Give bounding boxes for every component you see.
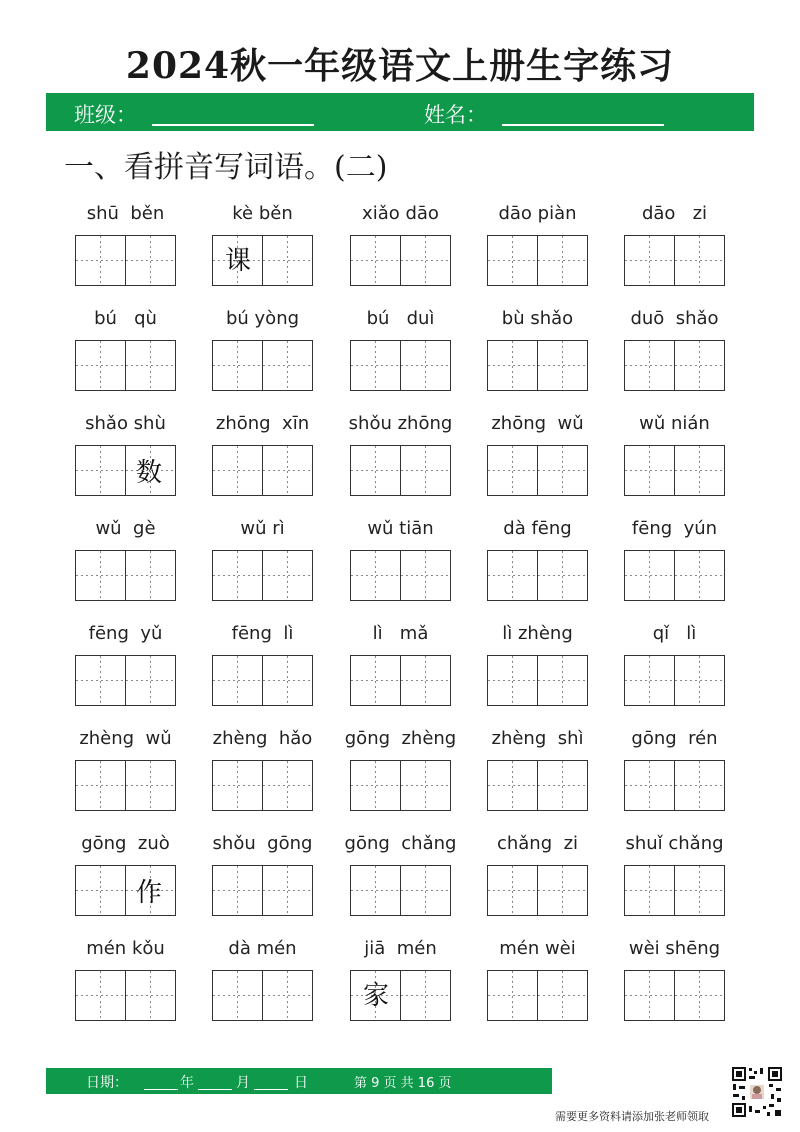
tian-grid-square[interactable]: [351, 236, 400, 285]
pinyin-label: shuǐ chǎng: [625, 833, 724, 854]
pinyin-label: gōng zuò: [81, 833, 170, 854]
writing-boxes: [75, 235, 176, 286]
tian-grid-square[interactable]: [76, 866, 125, 915]
pinyin-label: kè běn: [232, 203, 293, 224]
tian-grid-square[interactable]: [625, 446, 674, 495]
tian-grid-square[interactable]: [488, 761, 537, 810]
tian-grid-square[interactable]: [674, 761, 723, 810]
pinyin-label: wèi shēng: [628, 938, 721, 959]
writing-boxes: [487, 760, 588, 811]
tian-grid-square[interactable]: [674, 656, 723, 705]
month-label: 月: [236, 1075, 250, 1091]
writing-boxes: [350, 550, 451, 601]
writing-boxes: [212, 760, 313, 811]
sample-character: 课: [225, 246, 252, 276]
writing-boxes: [75, 655, 176, 706]
sample-character: 家: [363, 981, 390, 1011]
pinyin-label: zhōng xīn: [215, 413, 310, 434]
writing-boxes: [350, 760, 451, 811]
tian-grid-square[interactable]: [262, 341, 311, 390]
tian-grid-square[interactable]: [674, 971, 723, 1020]
tian-grid-square[interactable]: [625, 971, 674, 1020]
writing-boxes: [75, 970, 176, 1021]
pinyin-label: shǎo shù: [85, 413, 166, 434]
tian-grid-square[interactable]: [400, 866, 449, 915]
tian-grid-square[interactable]: [262, 971, 311, 1020]
pinyin-label: bú yòng: [225, 308, 300, 329]
tian-grid-square[interactable]: [400, 971, 449, 1020]
writing-boxes: [487, 445, 588, 496]
sample-character: 数: [136, 458, 163, 488]
tian-grid-square[interactable]: [400, 761, 449, 810]
tian-grid-square[interactable]: [400, 551, 449, 600]
tian-grid-square[interactable]: [400, 656, 449, 705]
writing-boxes: [624, 655, 725, 706]
tian-grid-square[interactable]: [537, 761, 586, 810]
pinyin-label: shū běn: [86, 203, 165, 224]
tian-grid-square[interactable]: [625, 761, 674, 810]
tian-grid-square[interactable]: [488, 446, 537, 495]
pinyin-label: qǐ lì: [652, 623, 697, 644]
tian-grid-square[interactable]: [213, 866, 262, 915]
tian-grid-square[interactable]: [537, 971, 586, 1020]
tian-grid-square[interactable]: [488, 866, 537, 915]
writing-boxes: [487, 970, 588, 1021]
tian-grid-square[interactable]: [76, 761, 125, 810]
tian-grid-square[interactable]: [213, 551, 262, 600]
pinyin-label: gōng zhèng: [344, 728, 457, 749]
writing-boxes: [624, 970, 725, 1021]
section-title: 一、看拼音写词语。(二): [64, 150, 388, 185]
tian-grid-square[interactable]: [213, 971, 262, 1020]
writing-boxes: [624, 235, 725, 286]
name-label: 姓名：: [424, 103, 487, 127]
tian-grid-square[interactable]: [351, 446, 400, 495]
tian-grid-square[interactable]: [213, 446, 262, 495]
date-label: 日期：: [86, 1075, 128, 1091]
pinyin-label: mén kǒu: [86, 938, 165, 959]
tian-grid-square[interactable]: [674, 551, 723, 600]
tian-grid-square[interactable]: [400, 341, 449, 390]
tian-grid-square[interactable]: [537, 446, 586, 495]
pinyin-label: wǔ nián: [639, 413, 710, 434]
pinyin-label: lì zhèng: [502, 623, 573, 644]
month-field[interactable]: [198, 1089, 232, 1090]
tian-grid-square[interactable]: [262, 656, 311, 705]
writing-boxes: [624, 760, 725, 811]
pinyin-label: zhōng wǔ: [491, 413, 584, 434]
tian-grid-square[interactable]: [488, 656, 537, 705]
tian-grid-square[interactable]: [213, 236, 262, 285]
tian-grid-square[interactable]: [537, 656, 586, 705]
tian-grid-square[interactable]: [213, 761, 262, 810]
tian-grid-square[interactable]: [125, 866, 174, 915]
tian-grid-square[interactable]: [76, 971, 125, 1020]
writing-boxes: [75, 865, 176, 916]
tian-grid-square[interactable]: [625, 656, 674, 705]
writing-boxes: [624, 865, 725, 916]
writing-boxes: [212, 340, 313, 391]
tian-grid-square[interactable]: [76, 656, 125, 705]
class-label: 班级：: [74, 103, 137, 127]
pinyin-label: bù shǎo: [501, 308, 574, 329]
tian-grid-square[interactable]: [262, 446, 311, 495]
writing-boxes: [212, 970, 313, 1021]
writing-boxes: [487, 340, 588, 391]
pinyin-label: wǔ gè: [95, 518, 156, 539]
pinyin-label: dà mén: [228, 938, 297, 959]
writing-boxes: [212, 655, 313, 706]
tian-grid-square[interactable]: [351, 551, 400, 600]
tian-grid-square[interactable]: [488, 236, 537, 285]
writing-boxes: [624, 340, 725, 391]
pinyin-label: fēng yún: [631, 518, 718, 539]
tian-grid-square[interactable]: [351, 341, 400, 390]
writing-boxes: [350, 235, 451, 286]
pinyin-label: chǎng zi: [496, 833, 579, 854]
writing-boxes: [487, 550, 588, 601]
tian-grid-square[interactable]: [125, 761, 174, 810]
pinyin-label: fēng yǔ: [88, 623, 163, 644]
pinyin-label: zhèng hǎo: [212, 728, 313, 749]
pinyin-label: wǔ tiān: [367, 518, 434, 539]
writing-boxes: [75, 550, 176, 601]
writing-boxes: [487, 235, 588, 286]
writing-boxes: [75, 445, 176, 496]
writing-boxes: [75, 340, 176, 391]
tian-grid-square[interactable]: [125, 656, 174, 705]
tian-grid-square[interactable]: [674, 341, 723, 390]
pinyin-label: wǔ rì: [240, 518, 285, 539]
writing-boxes: [212, 445, 313, 496]
tian-grid-square[interactable]: [76, 446, 125, 495]
tian-grid-square[interactable]: [537, 236, 586, 285]
pinyin-label: bú qù: [94, 308, 157, 329]
tian-grid-square[interactable]: [76, 236, 125, 285]
pinyin-label: shǒu gōng: [212, 833, 313, 854]
tian-grid-square[interactable]: [674, 866, 723, 915]
tian-grid-square[interactable]: [262, 866, 311, 915]
year-field[interactable]: [144, 1089, 178, 1090]
writing-boxes: [350, 865, 451, 916]
tian-grid-square[interactable]: [262, 551, 311, 600]
tian-grid-square[interactable]: [400, 446, 449, 495]
pinyin-label: fēng lì: [231, 623, 294, 644]
writing-boxes: [350, 445, 451, 496]
writing-boxes: [75, 760, 176, 811]
pinyin-label: zhèng shì: [491, 728, 584, 749]
day-field[interactable]: [254, 1089, 288, 1090]
tian-grid-square[interactable]: [262, 761, 311, 810]
pinyin-label: jiā mén: [364, 938, 437, 959]
tian-grid-square[interactable]: [674, 446, 723, 495]
tian-grid-square[interactable]: [213, 341, 262, 390]
tian-grid-square[interactable]: [125, 236, 174, 285]
tian-grid-square[interactable]: [625, 551, 674, 600]
tian-grid-square[interactable]: [488, 341, 537, 390]
tian-grid-square[interactable]: [76, 341, 125, 390]
pinyin-label: mén wèi: [499, 938, 576, 959]
tian-grid-square[interactable]: [351, 866, 400, 915]
qr-code-icon: [731, 1066, 783, 1118]
tian-grid-square[interactable]: [625, 236, 674, 285]
pinyin-label: lì mǎ: [372, 623, 429, 644]
tian-grid-square[interactable]: [400, 236, 449, 285]
writing-boxes: [350, 655, 451, 706]
tian-grid-square[interactable]: [125, 341, 174, 390]
writing-boxes: [350, 970, 451, 1021]
tian-grid-square[interactable]: [125, 971, 174, 1020]
tian-grid-square[interactable]: [262, 236, 311, 285]
pinyin-label: dà fēng: [503, 518, 572, 539]
pinyin-label: xiǎo dāo: [362, 203, 439, 224]
pinyin-label: duō shǎo: [630, 308, 719, 329]
tian-grid-square[interactable]: [674, 236, 723, 285]
tian-grid-square[interactable]: [76, 551, 125, 600]
writing-boxes: [212, 235, 313, 286]
sample-character: 作: [136, 878, 163, 908]
pinyin-label: bú duì: [366, 308, 435, 329]
writing-boxes: [212, 865, 313, 916]
tian-grid-square[interactable]: [537, 551, 586, 600]
page-title: 2024秋一年级语文上册生字练习: [125, 45, 675, 87]
pinyin-label: dāo piàn: [498, 203, 577, 224]
writing-boxes: [624, 550, 725, 601]
writing-boxes: [350, 340, 451, 391]
tian-grid-square[interactable]: [351, 971, 400, 1020]
qr-caption: 需要更多资料请添加张老师领取: [555, 1110, 709, 1123]
pinyin-label: shǒu zhōng: [348, 413, 453, 434]
tian-grid-square[interactable]: [213, 656, 262, 705]
tian-grid-square[interactable]: [125, 551, 174, 600]
tian-grid-square[interactable]: [351, 656, 400, 705]
pinyin-label: gōng chǎng: [344, 833, 457, 854]
tian-grid-square[interactable]: [625, 341, 674, 390]
tian-grid-square[interactable]: [488, 551, 537, 600]
tian-grid-square[interactable]: [351, 761, 400, 810]
writing-boxes: [624, 445, 725, 496]
tian-grid-square[interactable]: [488, 971, 537, 1020]
writing-boxes: [212, 550, 313, 601]
writing-boxes: [487, 865, 588, 916]
tian-grid-square[interactable]: [537, 866, 586, 915]
page-number: 第 9 页 共 16 页: [354, 1076, 452, 1091]
pinyin-label: dāo zi: [641, 203, 708, 224]
pinyin-label: zhèng wǔ: [79, 728, 172, 749]
footer-bar: [46, 1068, 552, 1094]
pinyin-label: gōng rén: [631, 728, 718, 749]
day-label: 日: [294, 1075, 308, 1091]
year-label: 年: [180, 1075, 194, 1091]
tian-grid-square[interactable]: [625, 866, 674, 915]
writing-boxes: [487, 655, 588, 706]
tian-grid-square[interactable]: [125, 446, 174, 495]
tian-grid-square[interactable]: [537, 341, 586, 390]
